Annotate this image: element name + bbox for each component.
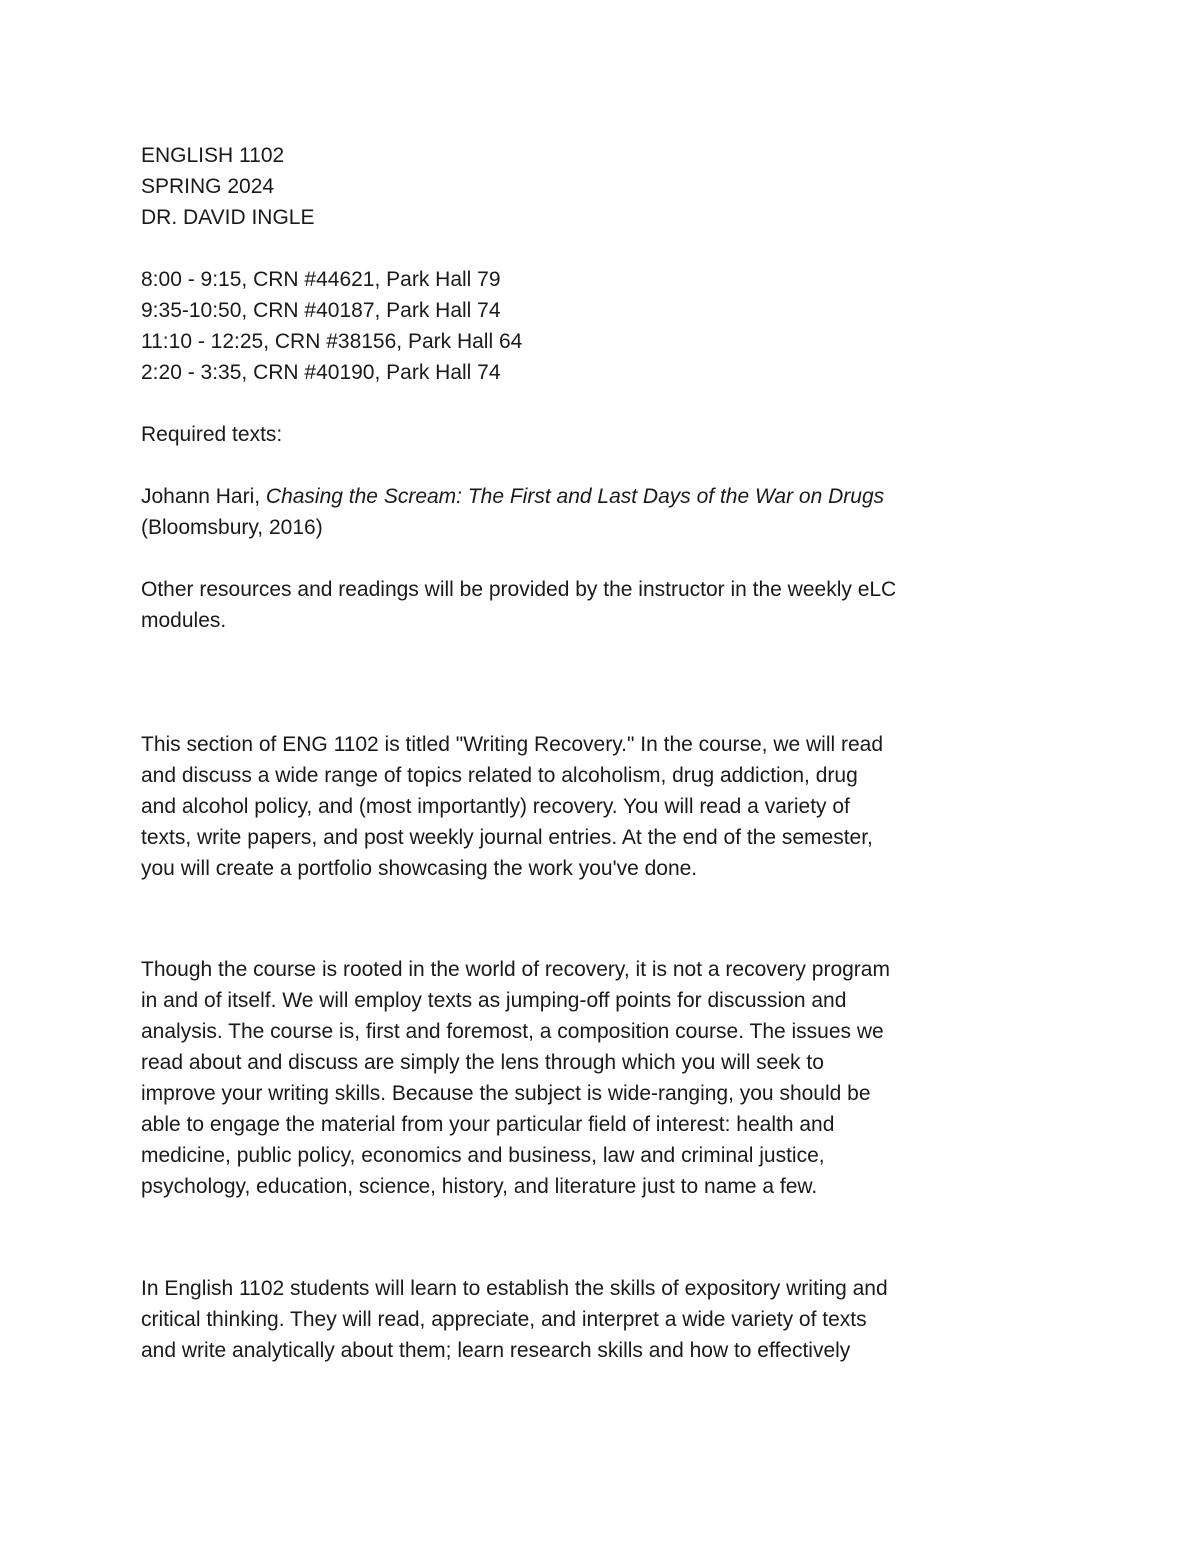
required-text-citation [141, 481, 1001, 543]
section-item: 8:00 - 9:15, CRN #44621, Park Hall 79 [141, 268, 501, 291]
course-header [141, 140, 1001, 233]
text-line: In English 1102 students will learn to establish the skills of expository writing and [141, 1277, 888, 1300]
section-item: 2:20 - 3:35, CRN #40190, Park Hall 74 [141, 361, 501, 384]
text-line: medicine, public policy, economics and business, law and criminal justice, [141, 1144, 825, 1167]
course-term: SPRING 2024 [141, 175, 275, 198]
text-line: improve your writing skills. Because the subject is wide-ranging, you should be [141, 1082, 871, 1105]
text-line: Though the course is rooted in the world of recovery, it is not a recovery program [141, 958, 890, 981]
text-line: you will create a portfolio showcasing the work you've done. [141, 857, 698, 880]
book-author: Johann Hari, [141, 485, 266, 508]
text-line: in and of itself. We will employ texts as jumping-off points for discussion and [141, 989, 847, 1012]
text-line: analysis. The course is, first and foremost, a composition course. The issues we [141, 1020, 884, 1043]
text-line: This section of ENG 1102 is titled "Writing Recovery." In the course, we will read [141, 733, 884, 756]
book-publisher: (Bloomsbury, 2016) [141, 516, 323, 539]
course-title: ENGLISH 1102 [141, 144, 285, 167]
course-scope-paragraph [141, 954, 1001, 1202]
text-line: able to engage the material from your particular field of interest: health and [141, 1113, 835, 1136]
instructor-name: DR. DAVID INGLE [141, 206, 315, 229]
section-list [141, 264, 1001, 388]
text-line: texts, write papers, and post weekly journal entries. At the end of the semester, [141, 826, 873, 849]
text-line: read about and discuss are simply the lens through which you will seek to [141, 1051, 824, 1074]
text-line: psychology, education, science, history, and literature just to name a few. [141, 1175, 818, 1198]
book-title: Chasing the Scream: The First and Last Days of the War on Drugs [265, 485, 885, 508]
resources-note [141, 574, 1001, 636]
text-line: and write analytically about them; learn research skills and how to effectively [141, 1339, 851, 1362]
course-description-paragraph [141, 729, 1001, 884]
text-line: Other resources and readings will be provided by the instructor in the weekly eLC [141, 578, 897, 601]
text-line: and discuss a wide range of topics related to alcoholism, drug addiction, drug [141, 764, 858, 787]
section-item: 11:10 - 12:25, CRN #38156, Park Hall 64 [141, 330, 523, 353]
section-item: 9:35-10:50, CRN #40187, Park Hall 74 [141, 299, 501, 322]
syllabus-page [141, 140, 1001, 1366]
text-line: modules. [141, 609, 227, 632]
text-line: critical thinking. They will read, appreciate, and interpret a wide variety of texts [141, 1308, 867, 1331]
text-line: and alcohol policy, and (most importantly) recovery. You will read a variety of [141, 795, 850, 818]
required-texts-heading: Required texts: [141, 423, 283, 446]
learning-outcomes-paragraph [141, 1273, 1001, 1366]
